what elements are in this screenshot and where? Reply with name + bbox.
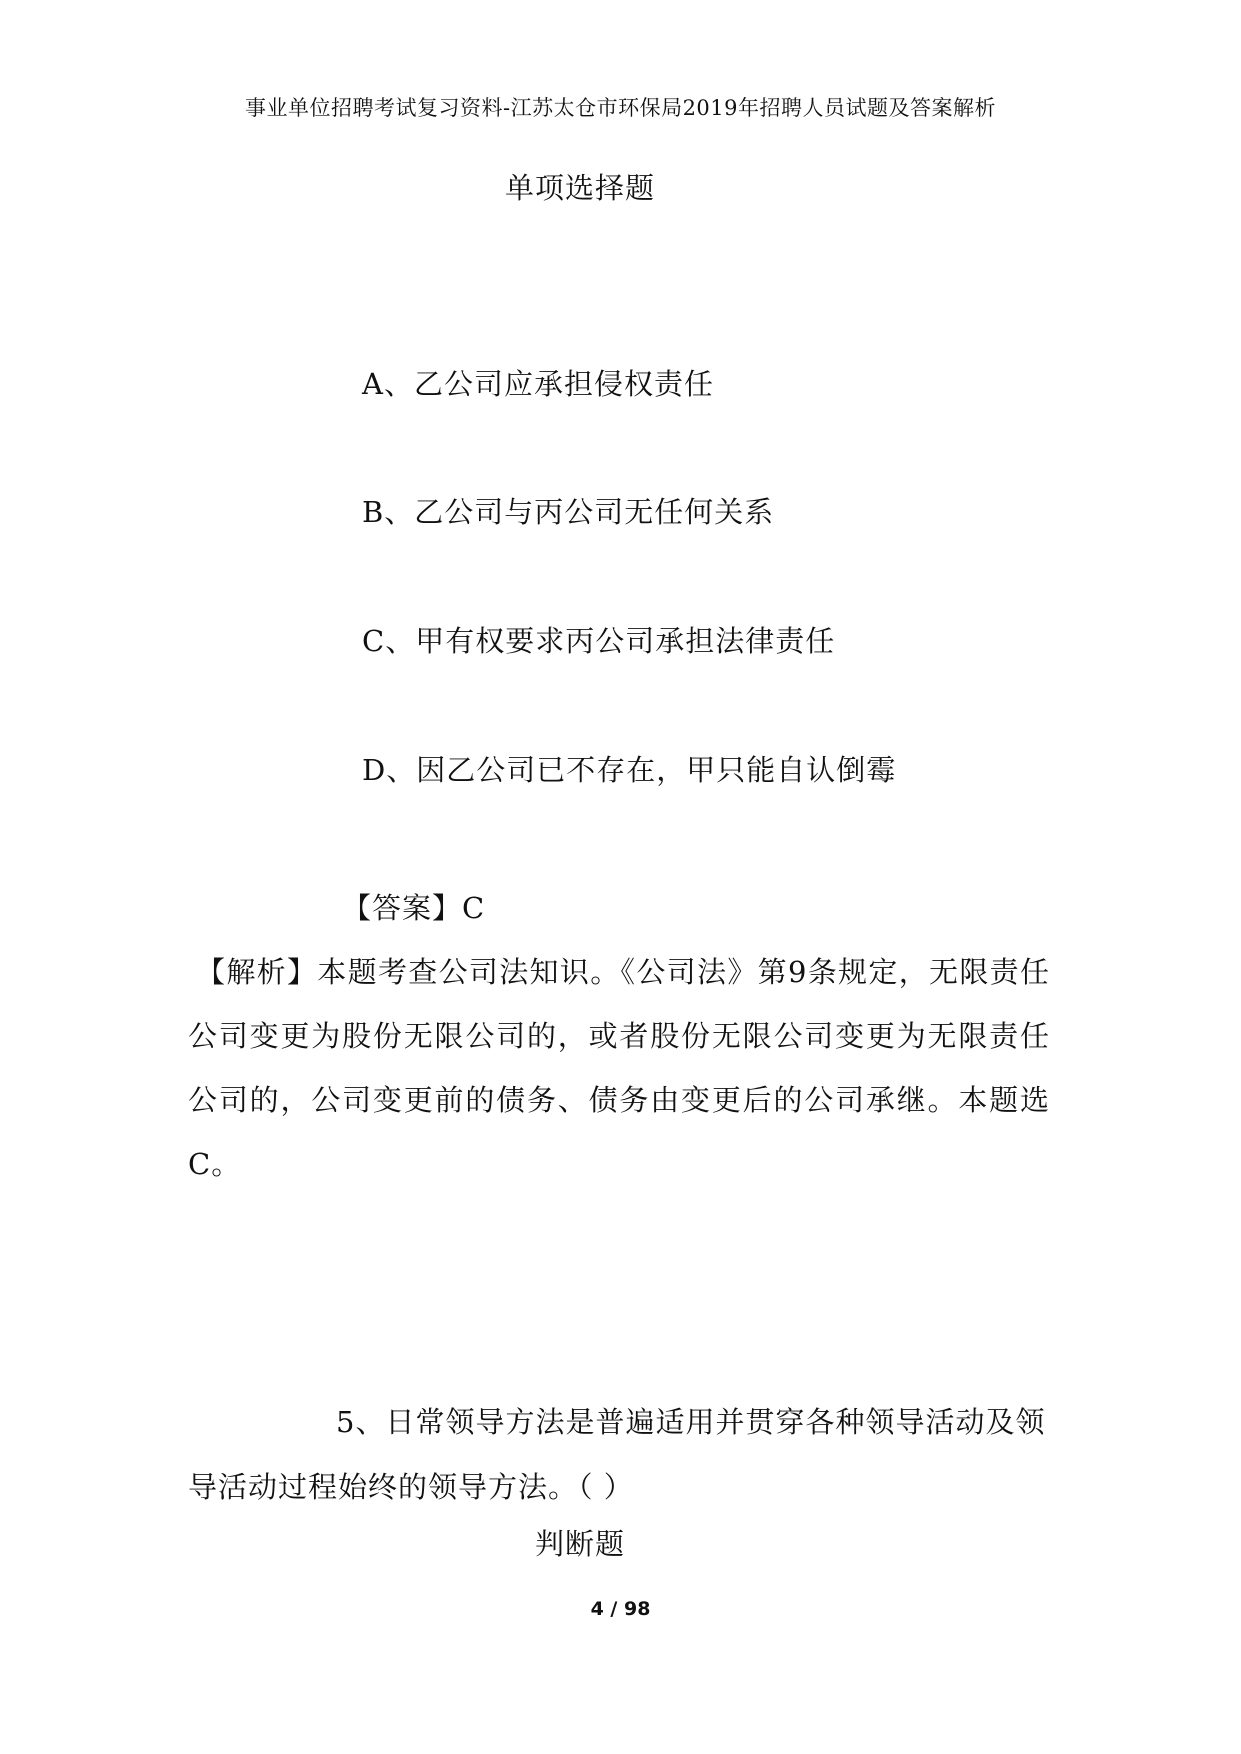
section-title-judgment: 判断题 [534, 1527, 625, 1561]
analysis-paragraph: 【解析】本题考查公司法知识。《公司法》第9条规定，无限责任公司变更为股份无限公司的，或者股份无限公司变更为无限责任公司的，公司变更前的债务、债务由变更后的公司承继。本题选C。 [188, 955, 1050, 1181]
answer-line: 【答案】C [342, 891, 486, 925]
option-b: B、乙公司与丙公司无任何关系 [362, 495, 775, 529]
section-title-single-choice: 单项选择题 [504, 171, 655, 205]
option-c: C、甲有权要求丙公司承担法律责任 [362, 624, 836, 658]
question-5: 5、日常领导方法是普遍适用并贯穿各种领导活动及领导活动过程始终的领导方法。（ ） [188, 1405, 1046, 1504]
option-d: D、因乙公司已不存在，甲只能自认倒霉 [362, 753, 897, 787]
document-header: 事业单位招聘考试复习资料-江苏太仓市环保局2019年招聘人员试题及答案解析 [244, 96, 997, 120]
option-a: A、乙公司应承担侵权责任 [362, 367, 714, 401]
page-number: 4 / 98 [590, 1598, 651, 1620]
